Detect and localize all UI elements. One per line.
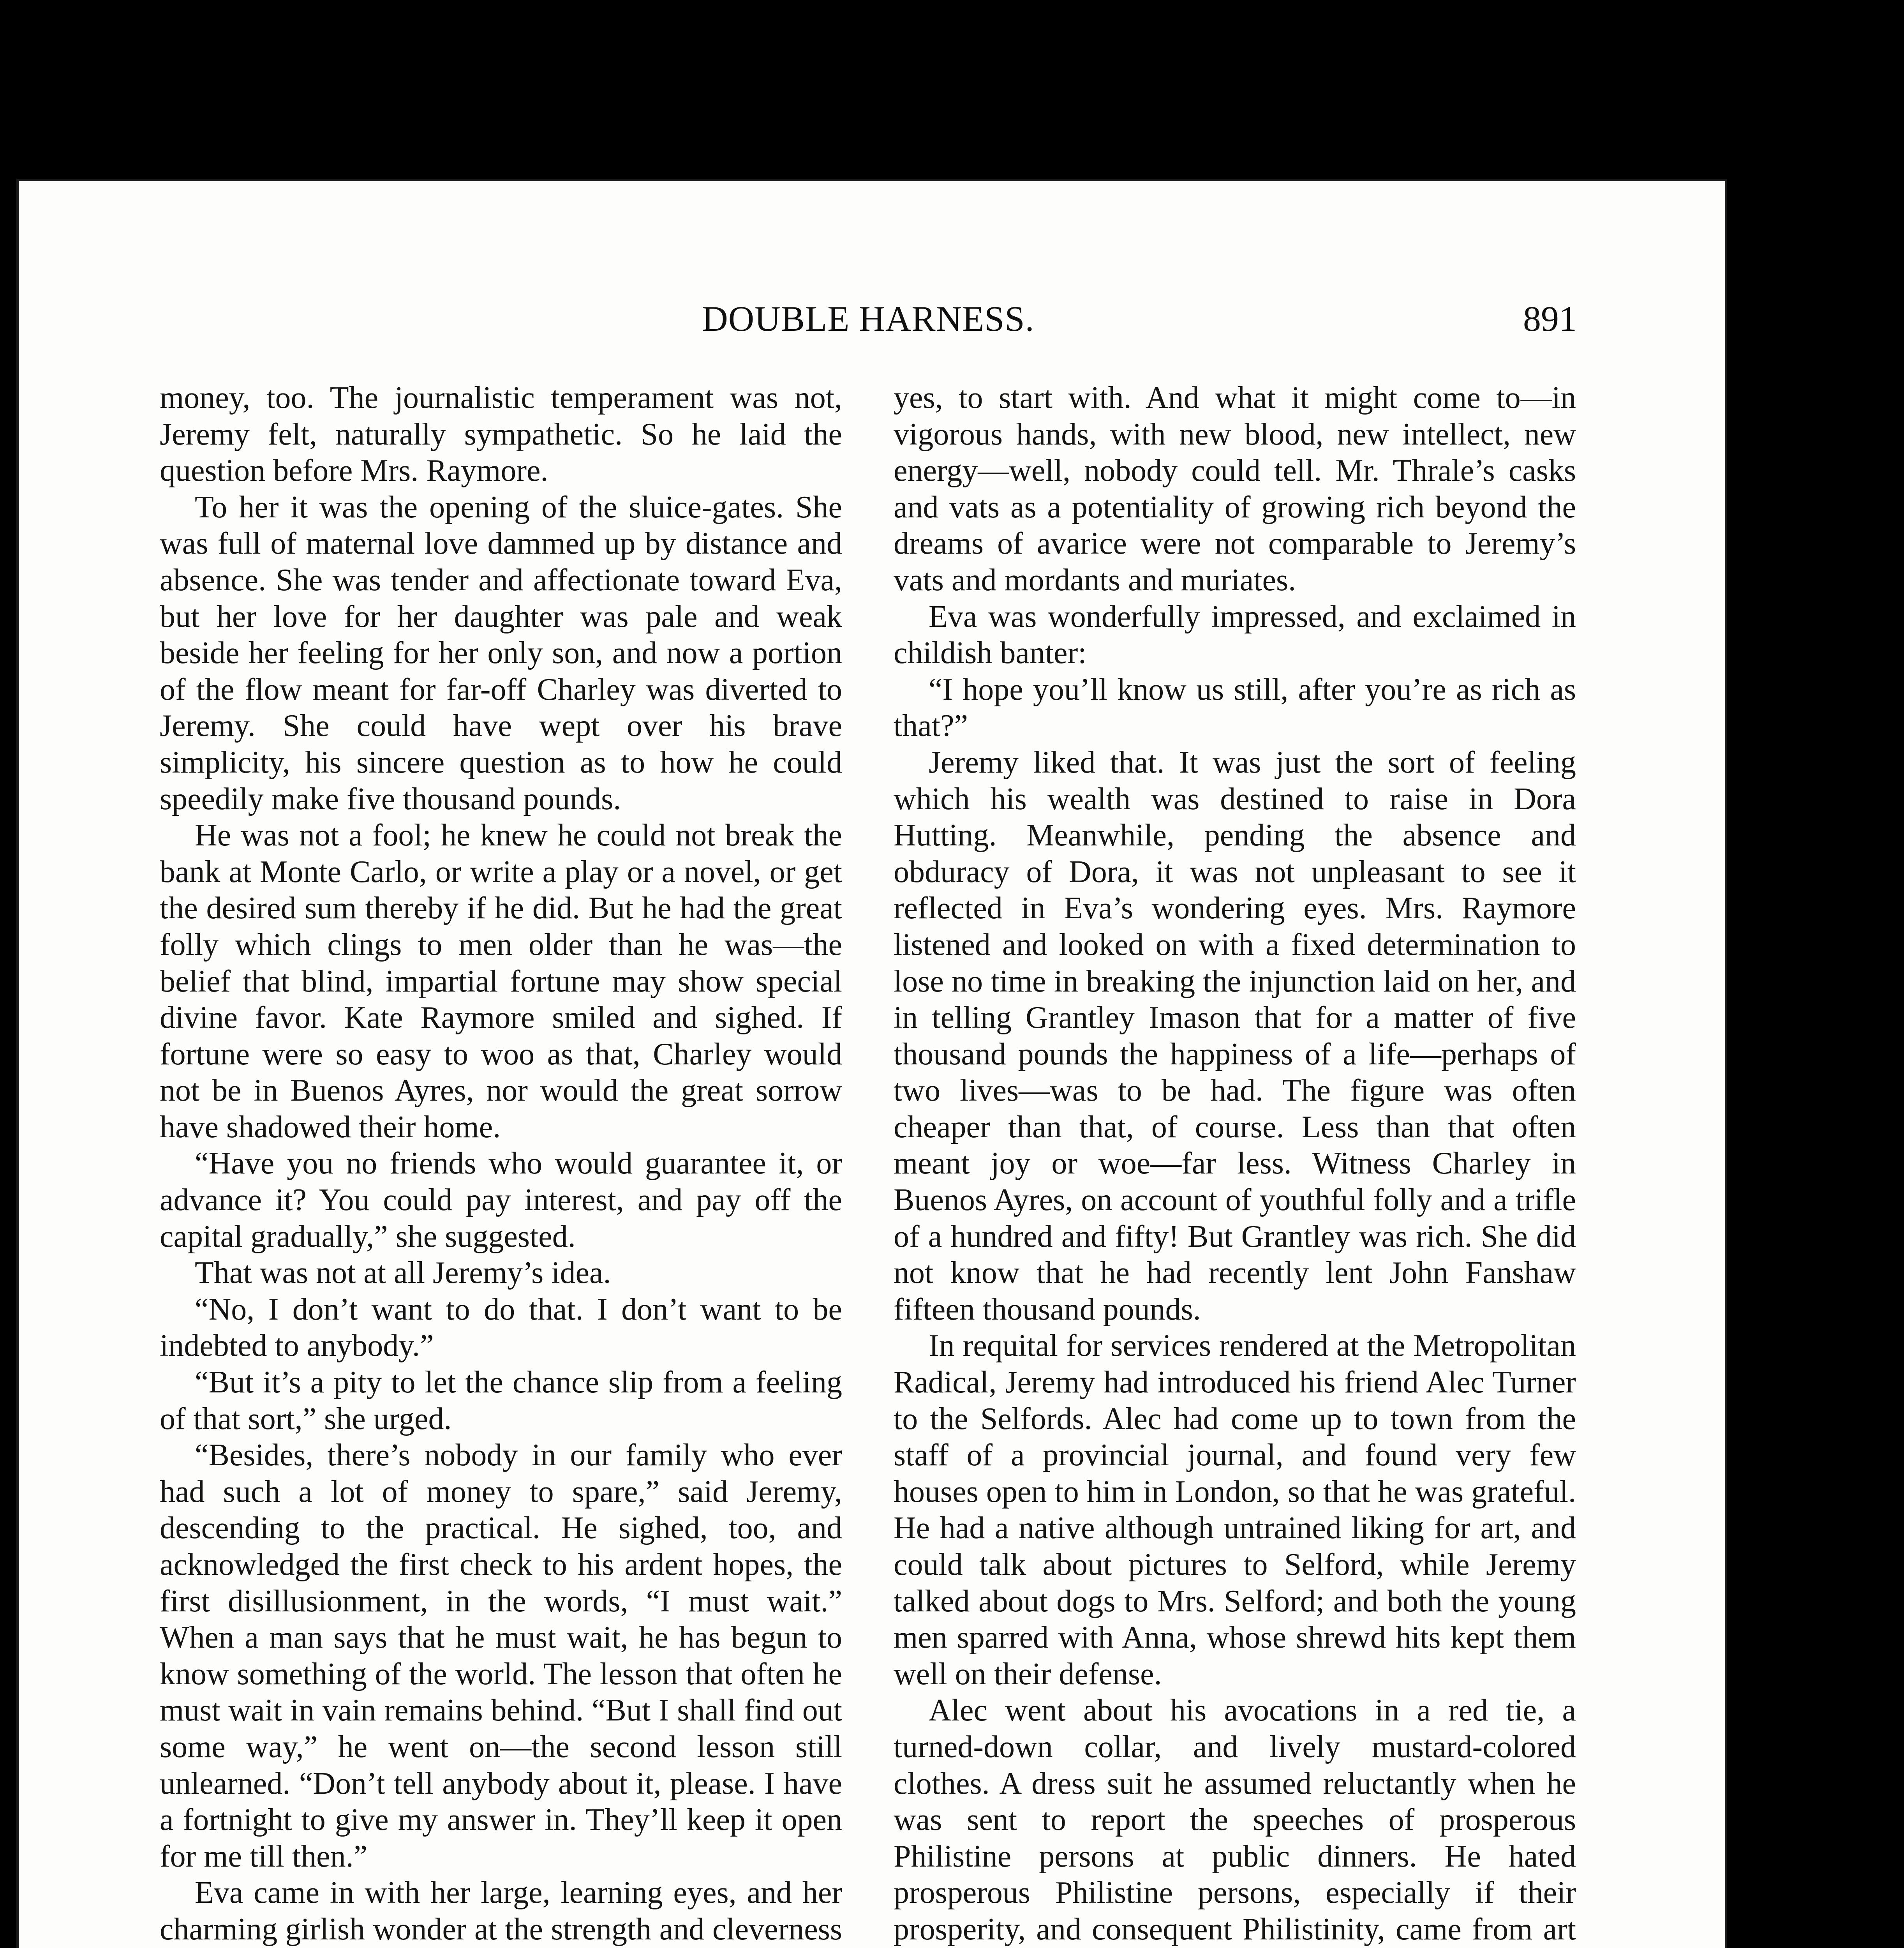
text-columns	[160, 380, 1576, 1948]
paragraph: “Have you no friends who would guarantee it, or advance it? You could pay interest, and pay off the capital gradually,” she suggested.	[160, 1146, 842, 1254]
page-header	[160, 298, 1577, 353]
paragraph: “But it’s a pity to let the chance slip from a feeling of that sort,” she urged.	[160, 1365, 842, 1436]
paragraph: That was not at all Jeremy’s idea.	[195, 1256, 611, 1290]
paragraph: To her it was the opening of the sluice-gates. She was full of maternal love dammed up by distance and absence. She was tender and affectionate toward Eva, but her love for her daughter was pale and weak beside her feeling for her only son, and now a portion of the flow meant for far-off Charley was diverted to Jeremy. She could have wept over his brave simplicity, his sincere question as to how he could speedily make five thousand pounds.	[160, 490, 842, 816]
paragraph: He was not a fool; he knew he could not break the bank at Monte Carlo, or write a play or a novel, or get the desired sum thereby if he did. But he had the great folly which clings to men older than he was—the belief that blind, impartial fortune may show special divine favor. Kate Raymore smiled and sighed. If fortune were so easy to woo as that, Charley would not be in Buenos Ayres, nor would the great sorrow have shadowed their home.	[160, 818, 842, 1144]
paragraph: Eva came in with her large, learning eyes, and her charming girlish wonder at the strength and cleverness	[160, 1876, 842, 1946]
paragraph: “No, I don’t want to do that. I don’t want to be indebted to anybody.”	[160, 1292, 842, 1363]
running-title: DOUBLE HARNESS.	[702, 299, 1035, 339]
paragraph: Eva was wonderfully impressed, and exclaimed in childish banter:	[894, 599, 1576, 671]
paragraph: “I hope you’ll know us still, after you’re as rich as that?”	[894, 672, 1576, 743]
paragraph: Jeremy liked that. It was just the sort of feeling which his wealth was destined to raise in Dora Hutting. Meanwhile, pending the absence and obduracy of Dora, it was not unpleasant to see it reflected in Eva’s wondering eyes. Mrs. Raymore listened and looked on with a fixed determination to lose no time in breaking the injunction laid on her, and in telling Grantley Imason that for a matter of five thousand pounds the happiness of a life—perhaps of two lives—was to be had. The figure was often cheaper than that, of course. Less than that often meant joy or woe—far less. Witness Charley in Buenos Ayres, on account of youthful folly and a trifle of a hundred and fifty! But Grantley was rich. She did not know that he had recently lent John Fanshaw fifteen thousand pounds.	[894, 745, 1576, 1327]
paragraph: Alec went about his avocations in a red tie, a turned-down collar, and lively mustard-colored clothes. A dress suit he assumed reluctantly when he was sent to report the speeches of prosperous Philistine persons at public dinners. He hated prosperous Philistine persons, especially if their prosperity, and consequent Philistinity, came from art	[894, 1693, 1576, 1946]
book-page	[19, 181, 1725, 1948]
right-column	[894, 380, 1576, 1948]
paragraph: In requital for services rendered at the Metropolitan Radical, Jeremy had introduced his friend Alec Turner to the Selfords. Alec had come up to town from the staff of a provincial journal, and found very few houses open to him in London, so that he was grateful. He had a native although untrained liking for art, and could talk about pictures to Selford, while Jeremy talked about dogs to Mrs. Selford; and both the young men sparred with Anna, whose shrewd hits kept them well on their defense.	[894, 1329, 1576, 1691]
paragraph: “Besides, there’s nobody in our family who ever had such a lot of money to spare,” said Jeremy, descending to the practical. He sighed, too, and acknowledged the first check to his ardent hopes, the first disillusionment, in the words, “I must wait.” When a man says that he must wait, he has begun to know something of the world. The lesson that often he must wait in vain remains behind. “But I shall find out some way,” he went on—the second lesson still unlearned. “Don’t tell anybody about it, please. I have a fortnight to give my answer in. They’ll keep it open for me till then.”	[160, 1438, 842, 1874]
paragraph: yes, to start with. And what it might come to—in vigorous hands, with new blood, new intellect, new energy—well, nobody could tell. Mr. Thrale’s casks and vats as a potentiality of growing rich beyond the dreams of avarice were not comparable to Jeremy’s vats and mordants and muriates.	[894, 381, 1576, 597]
page-number: 891	[1523, 299, 1577, 339]
left-column	[160, 380, 842, 1948]
paragraph: money, too. The journalistic temperament was not, Jeremy felt, naturally sympathetic. So he laid the question before Mrs. Raymore.	[160, 381, 842, 488]
